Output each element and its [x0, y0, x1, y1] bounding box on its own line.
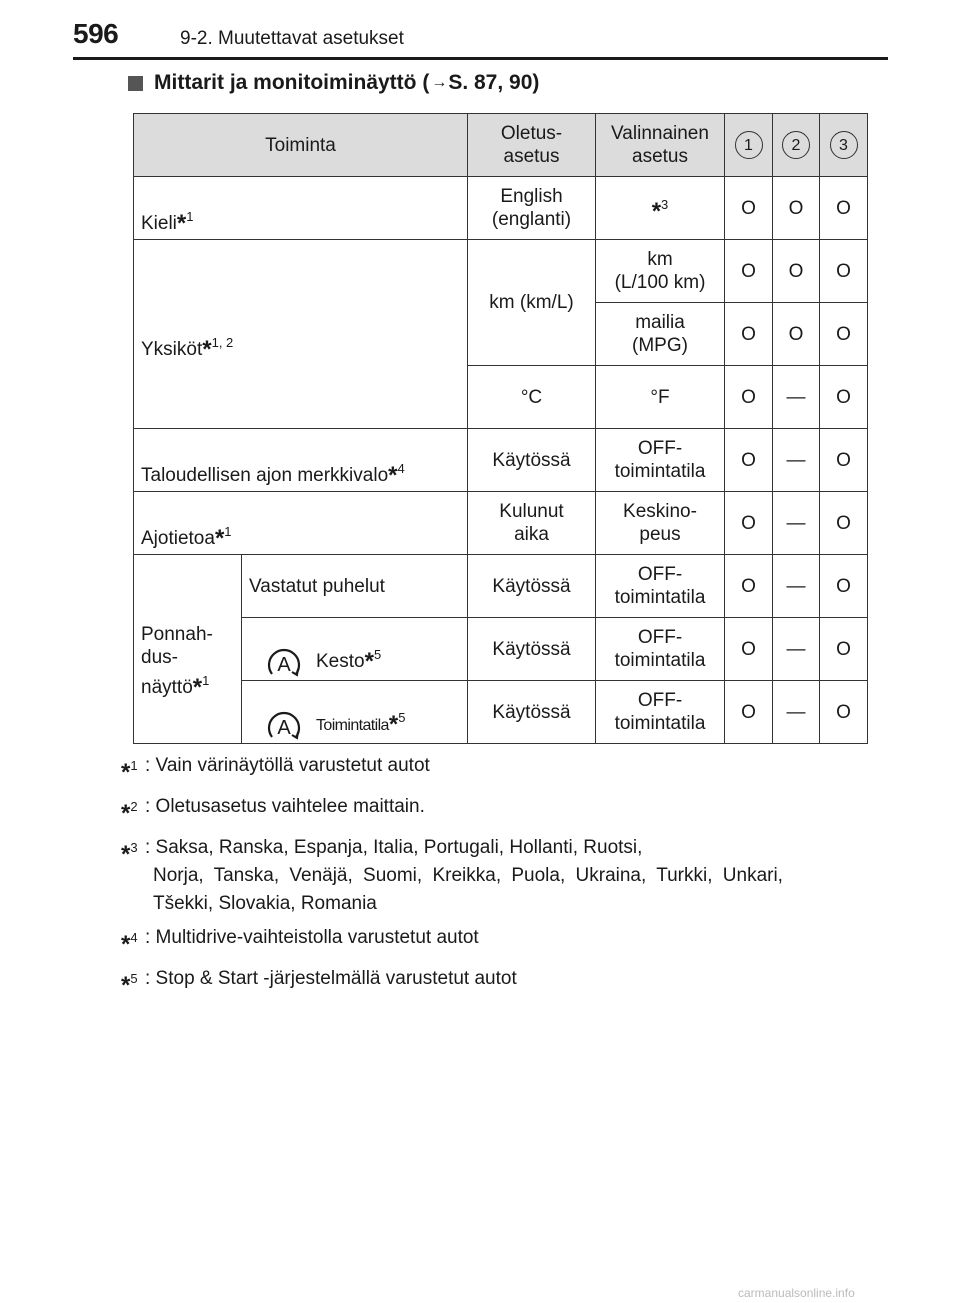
section-ref[interactable]: S. 87, 90) [448, 71, 540, 94]
cell-mark: O [725, 366, 773, 429]
cell-optional: OFF- toimintatila [596, 555, 725, 618]
footnote: *$^1$ : Vain värinäytöllä varustetut autot [121, 755, 430, 786]
cell-optional: °F [596, 366, 725, 429]
table-row [134, 240, 868, 303]
footnote: *$^2$ : Oletusasetus vaihtelee maittain. [121, 796, 425, 827]
row-label-ponnahdus: Ponnah- dus- näyttö*$^1$ [134, 555, 242, 744]
cell-default: Käytössä [468, 555, 596, 618]
cell-mark: O [820, 681, 868, 744]
footnote: *$^3$ : Saksa, Ranska, Espanja, Italia, Portugali, Hollanti, Ruotsi, Norja, Tanska, Venäjä, Suomi, Kreikka, Puola, Ukraina, Turkki, Unkari, Tšekki, Slovakia, Romania [121, 837, 783, 914]
cell-default: km (km/L) [468, 240, 596, 366]
table-row [134, 555, 868, 618]
cell-sub-label: Vastatut puhelut [242, 555, 468, 618]
footnote: *$^5$ : Stop & Start -järjestelmällä varustetut autot [121, 968, 517, 999]
chapter-title: 9-2. Muutettavat asetukset [180, 28, 404, 49]
col-optional: Valinnainen asetus [596, 114, 725, 177]
footnote: *$^4$ : Multidrive-vaihteistolla varustetut autot [121, 927, 479, 958]
cell-mark: O [725, 681, 773, 744]
cell-mark: — [773, 618, 820, 681]
cell-mark: O [820, 555, 868, 618]
cell-default: English (englanti) [468, 177, 596, 240]
row-label-kieli: Kieli*$^1$ [134, 177, 468, 240]
cell-optional: OFF- toimintatila [596, 618, 725, 681]
col-default: Oletus- asetus [468, 114, 596, 177]
cell-mark: — [773, 429, 820, 492]
cell-optional: OFF- toimintatila [596, 681, 725, 744]
row-label-ajotietoa: Ajotietoa*$^1$ [134, 492, 468, 555]
cell-optional: *$^3$ [596, 177, 725, 240]
stop-start-icon [264, 709, 304, 741]
cell-mark: O [725, 492, 773, 555]
cell-mark: O [820, 618, 868, 681]
section-title: Mittarit ja monitoiminäyttö ( [154, 71, 430, 94]
cell-default: Käytössä [468, 618, 596, 681]
footnotes [121, 752, 845, 1006]
arrow-icon: → [431, 74, 448, 91]
settings-table [133, 113, 868, 744]
cell-mark: — [773, 366, 820, 429]
cell-mark: O [773, 303, 820, 366]
svg-text:A: A [277, 716, 291, 739]
circle-1-icon: 1 [735, 131, 763, 159]
cell-mark: O [820, 366, 868, 429]
cell-sub-label: A Kesto*$^5$ [242, 618, 468, 681]
cell-mark: O [820, 177, 868, 240]
cell-mark: O [773, 177, 820, 240]
cell-mark: O [820, 303, 868, 366]
cell-optional: OFF- toimintatila [596, 429, 725, 492]
cell-mark: — [773, 555, 820, 618]
col-3 [820, 114, 868, 177]
cell-mark: O [725, 240, 773, 303]
cell-mark: O [725, 429, 773, 492]
cell-mark: O [725, 177, 773, 240]
cell-mark: O [820, 492, 868, 555]
cell-default: Käytössä [468, 429, 596, 492]
cell-mark: O [773, 240, 820, 303]
table-row [134, 429, 868, 492]
cell-default: Kulunut aika [468, 492, 596, 555]
circle-3-icon: 3 [830, 131, 858, 159]
cell-mark: — [773, 492, 820, 555]
cell-mark: O [820, 240, 868, 303]
cell-mark: O [725, 618, 773, 681]
circle-2-icon: 2 [782, 131, 810, 159]
cell-sub-label: A Toimintatila*$^5$ [242, 681, 468, 744]
table-row [134, 618, 868, 681]
table-row [134, 681, 868, 744]
col-function: Toiminta [134, 114, 468, 177]
col-2 [773, 114, 820, 177]
header-rule [73, 57, 888, 60]
stop-start-icon [264, 646, 304, 678]
svg-text:A: A [277, 653, 291, 676]
col-1 [725, 114, 773, 177]
row-label-eco: Taloudellisen ajon merkkivalo*$^4$ [134, 429, 468, 492]
cell-optional: Keskino- peus [596, 492, 725, 555]
table-row [134, 177, 868, 240]
cell-default: °C [468, 366, 596, 429]
cell-mark: O [725, 303, 773, 366]
table-row [134, 492, 868, 555]
watermark: carmanualsonline.info [738, 1286, 855, 1300]
cell-mark: O [725, 555, 773, 618]
cell-optional: km (L/100 km) [596, 240, 725, 303]
row-label-yksikot: Yksiköt*$^{1, 2}$ [134, 240, 468, 429]
page-number: 596 [73, 18, 119, 49]
table-header-row [134, 114, 868, 177]
cell-mark: O [820, 429, 868, 492]
cell-optional: mailia (MPG) [596, 303, 725, 366]
cell-mark: — [773, 681, 820, 744]
cell-default: Käytössä [468, 681, 596, 744]
section-heading [128, 71, 539, 95]
square-bullet-icon [128, 76, 143, 91]
